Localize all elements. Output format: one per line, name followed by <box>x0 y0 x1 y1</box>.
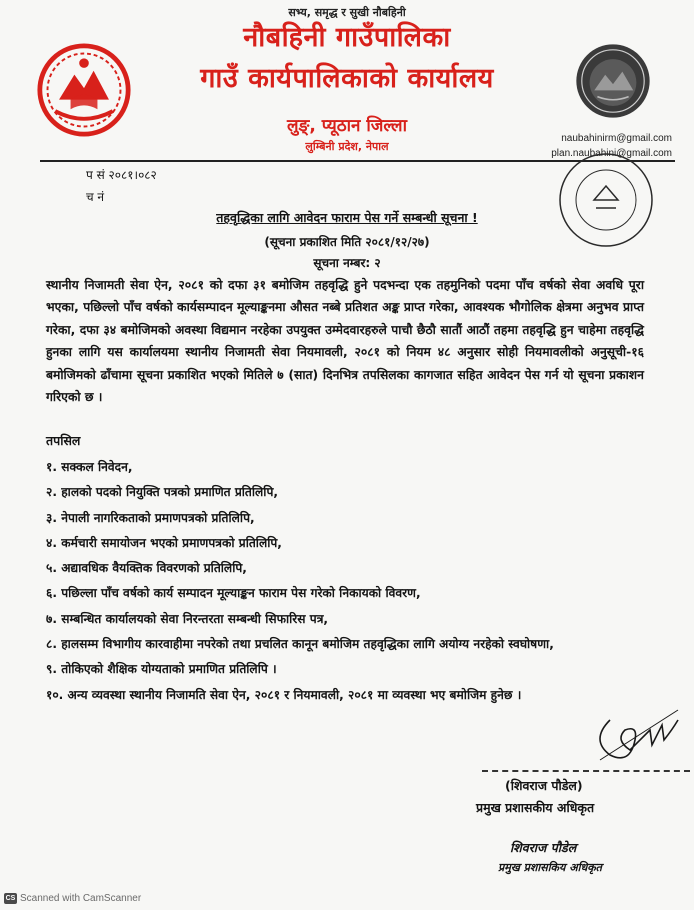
list-item: ५. अद्यावधिक वैयक्तिक विवरणको प्रतिलिपि, <box>46 561 247 576</box>
notice-subject-text: तहवृद्धिका लागि आवेदन फाराम पेस गर्ने सम्बन्धी सूचना ! <box>216 210 478 225</box>
list-item: ४. कर्मचारी समायोजन भएको प्रमाणपत्रको प्रतिलिपि, <box>46 535 282 550</box>
list-item: ७. सम्बन्धित कार्यालयको सेवा निरन्तरता सम्बन्धी सिफारिस पत्र, <box>46 611 329 626</box>
signatory-name: (शिवराज पौडेल) <box>505 778 583 793</box>
email-address-2: plan.naubahini@gmail.com <box>551 148 672 159</box>
scanner-watermark <box>4 893 141 904</box>
office-province: लुम्बिनी प्रदेश, नेपाल <box>305 140 389 153</box>
scanner-text: Scanned with CamScanner <box>20 893 142 905</box>
office-name-line2: गाउँ कार्यपालिकाको कार्यालय <box>200 63 494 94</box>
signatory-title: प्रमुख प्रशासकीय अधिकृत <box>476 800 595 815</box>
required-documents-list <box>46 456 666 706</box>
list-item: ८. हालसम्म विभागीय कारवाहीमा नपरेको तथा प्रचलित कानून बमोजिम तहवृद्धिका लागि अयोग्य नरहेको स्वघोषणा, <box>46 637 554 652</box>
office-address: लुङ्, प्यूठान जिल्ला <box>287 116 407 136</box>
notice-number: सूचना नम्बर: २ <box>313 256 381 270</box>
handwritten-signature <box>580 700 680 780</box>
camscanner-logo-icon: CS <box>5 895 16 902</box>
stamp-signatory-name: शिवराज पौडेल <box>510 840 577 855</box>
letter-ref-number: प सं २०८१।०८२ <box>86 168 157 182</box>
stamp-signatory-title: प्रमुख प्रशासकिय अधिकृत <box>498 861 602 874</box>
list-item: ३. नेपाली नागरिकताको प्रमाणपत्रको प्रतिलिपि, <box>46 510 255 525</box>
list-item: १. सक्कल निवेदन, <box>46 460 133 474</box>
schedule-heading: तपसिल <box>46 433 81 448</box>
signature-line <box>482 770 690 772</box>
list-item: ९. तोकिएको शैक्षिक योग्यताको प्रमाणित प्रतिलिपि । <box>46 662 277 677</box>
notice-body: स्थानीय निजामती सेवा ऐन, २०८१ को दफा ३१ बमोजिम तहवृद्धि हुने पदभन्दा एक तहमुनिको पदमा पाँच वर्षको सेवा अवधि पूरा भएका, पछिल्लो पाँच वर्षको कार्यसम्पादन मूल्याङ्कनमा औसत नब्बे प्रतिशत अङ्क प्राप्त गरेका, आवश्यक भौगोलिक क्षेत्रमा अनुभव प्राप्त गरेका, दफा ३४ बमोजिमको अवस्था विद्यमान नरहेका उपयुक्त उम्मेदवारहरुले पाचौ छैठौ सातौं आठौं तहमा तहवृद्धि हुन चाहेमा तहवृद्धि हुनका लागि यस कार्यालयमा स्थानीय निजामती सेवा नियमावली, २०८१ को नियम ४८ अनुसार सोही नियमावलीको अनुसूची-१६ बमोजिमको ढाँचामा सूचना प्रकाशित भएको मितिले ७ (सात) दिनभित्र तपसिलका कागजात सहित आवेदन पेस गर्न यो सूचना प्रकाशन गरिएको छ । <box>46 278 644 405</box>
nepal-emblem-icon <box>36 42 132 138</box>
office-name-line1: नौबहिनी गाउँपालिका <box>243 22 451 53</box>
email-address-1: naubahinirm@gmail.com <box>561 133 672 144</box>
list-item: ६. पछिल्ला पाँच वर्षको कार्य सम्पादन मूल्याङ्कन फाराम पेस गरेको निकायको विवरण, <box>46 586 421 601</box>
municipality-seal-icon <box>574 42 652 120</box>
notice-subject <box>0 209 694 226</box>
list-item: १०. अन्य व्यवस्था स्थानीय निजामति सेवा ऐन, २०८१ र नियमावली, २०८१ मा व्यवस्था भए बमोजिम हुनेछ । <box>46 687 522 702</box>
dispatch-number: च नं <box>86 190 105 204</box>
publication-date: (सूचना प्रकाशित मिति २०८१/१२/२७) <box>264 235 430 249</box>
motto: सभ्य, समृद्ध र सुखी नौबहिनी <box>288 6 406 19</box>
list-item: २. हालको पदको नियुक्ति पत्रको प्रमाणित प्रतिलिपि, <box>46 485 278 500</box>
